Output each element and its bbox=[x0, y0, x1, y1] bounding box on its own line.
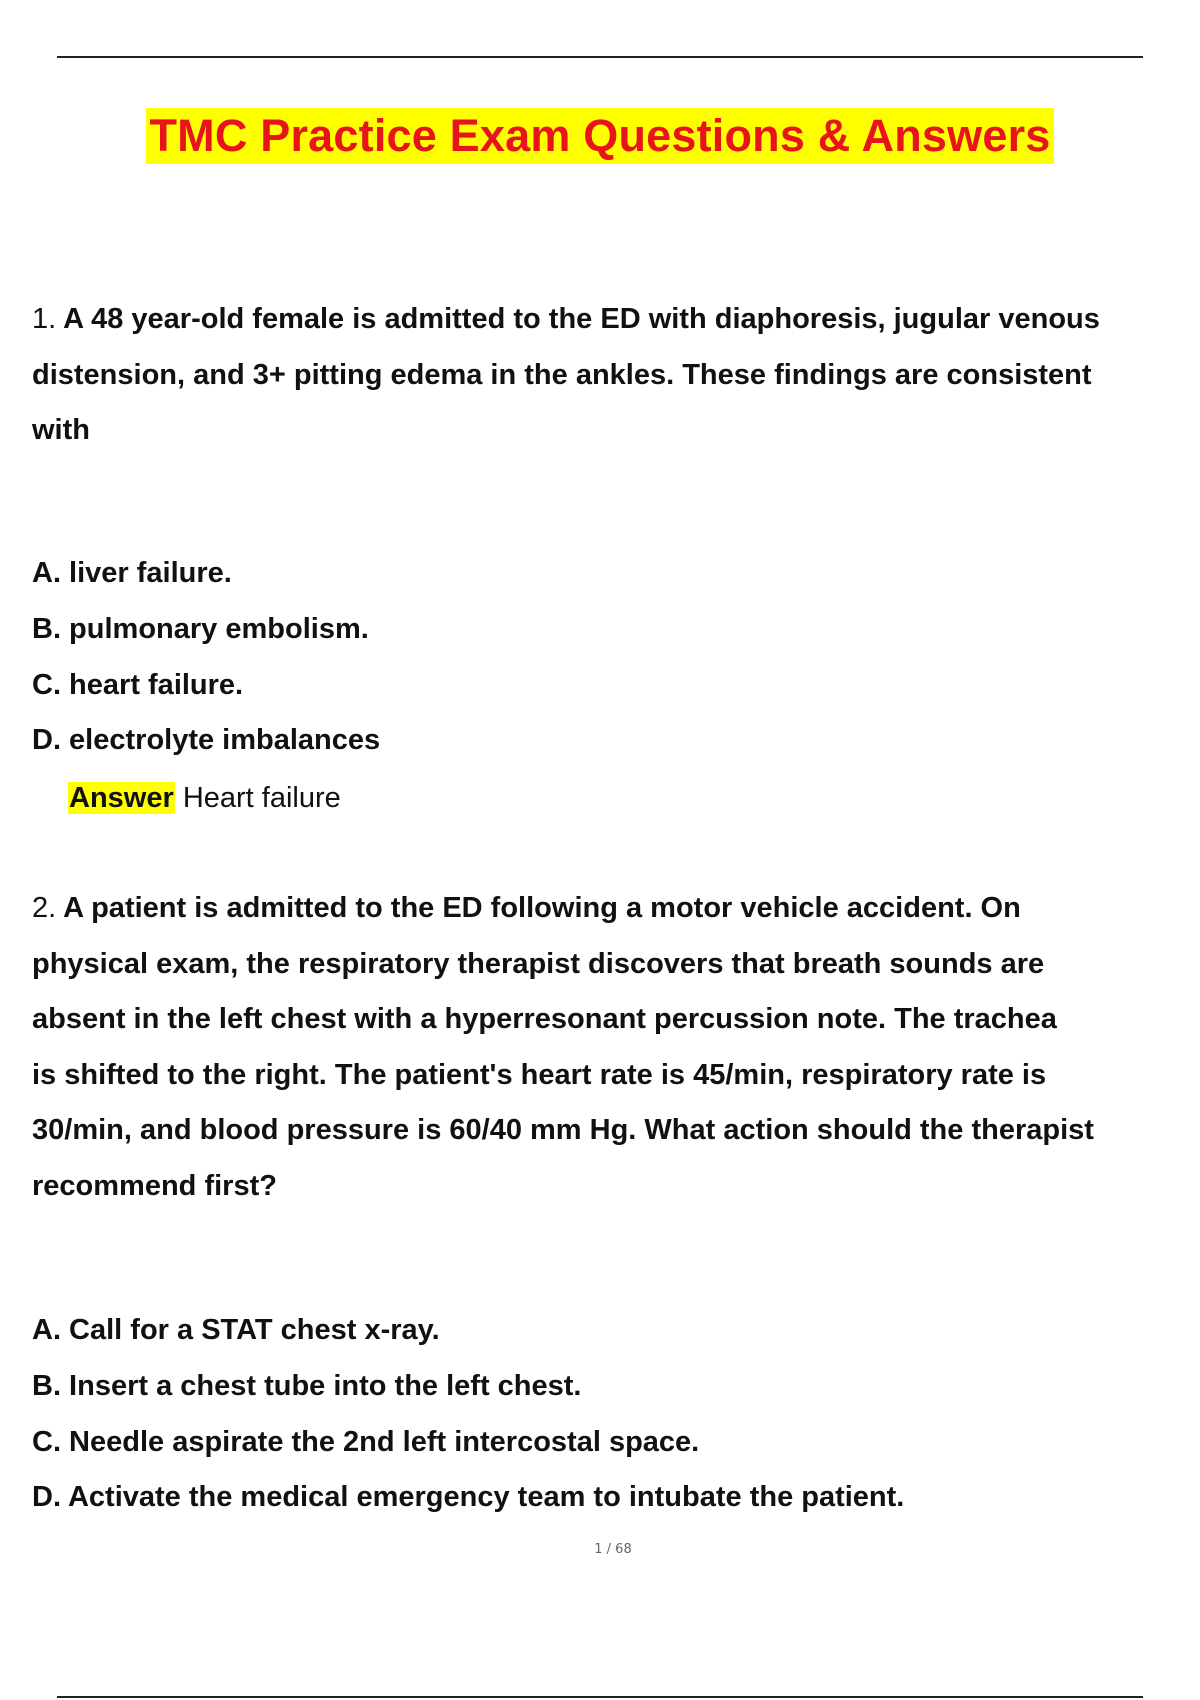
answer-text: Heart failure bbox=[182, 782, 341, 814]
question-2-option-c: C. Needle aspirate the 2nd left intercostal space. bbox=[32, 1425, 700, 1458]
question-1-options bbox=[32, 546, 380, 769]
answer-label: Answer bbox=[69, 782, 174, 814]
page-indicator: 1 / 68 bbox=[594, 1542, 632, 1557]
question-2-line-2: physical exam, the respiratory therapist discovers that breath sounds are bbox=[32, 947, 1045, 980]
title-block bbox=[0, 108, 1200, 164]
question-2-stem bbox=[32, 881, 1200, 1214]
question-1-stem bbox=[32, 292, 1200, 459]
question-1-option-c: C. heart failure. bbox=[32, 668, 244, 701]
question-2-line-4: is shifted to the right. The patient's heart rate is 45/min, respiratory rate is bbox=[32, 1058, 1047, 1091]
question-1-option-d: D. electrolyte imbalances bbox=[32, 724, 381, 757]
question-1-number: 1. bbox=[32, 303, 57, 335]
question-2-line-6: recommend first? bbox=[32, 1169, 277, 1202]
question-2-option-a: A. Call for a STAT chest x-ray. bbox=[32, 1314, 440, 1346]
question-1-line-1: 1. A 48 year-old female is admitted to the ED with diaphoresis, jugular venous bbox=[32, 303, 1100, 335]
page-title: TMC Practice Exam Questions & Answers bbox=[146, 108, 1053, 164]
question-2-number: 2. bbox=[32, 892, 57, 924]
question-1-option-b: B. pulmonary embolism. bbox=[32, 612, 369, 645]
question-1-line-3: with bbox=[32, 414, 90, 446]
question-2-line-1: 2. A patient is admitted to the ED following a motor vehicle accident. On bbox=[32, 892, 1021, 924]
question-2-line-5: 30/min, and blood pressure is 60/40 mm Hg. What action should the therapist bbox=[32, 1114, 1094, 1146]
question-2-option-d: D. Activate the medical emergency team to intubate the patient. bbox=[32, 1481, 905, 1514]
question-2-option-b: B. Insert a chest tube into the left chest. bbox=[32, 1369, 582, 1402]
question-2-line-3: absent in the left chest with a hyperresonant percussion note. The trachea bbox=[32, 1003, 1057, 1035]
bottom-rule bbox=[57, 1696, 1143, 1698]
question-1-line-2: distension, and 3+ pitting edema in the ankles. These findings are consistent bbox=[32, 358, 1092, 391]
question-1-answer bbox=[68, 770, 341, 826]
question-2-options bbox=[32, 1303, 904, 1526]
question-1-option-a: A. liver failure. bbox=[32, 557, 232, 589]
top-rule bbox=[57, 56, 1143, 58]
